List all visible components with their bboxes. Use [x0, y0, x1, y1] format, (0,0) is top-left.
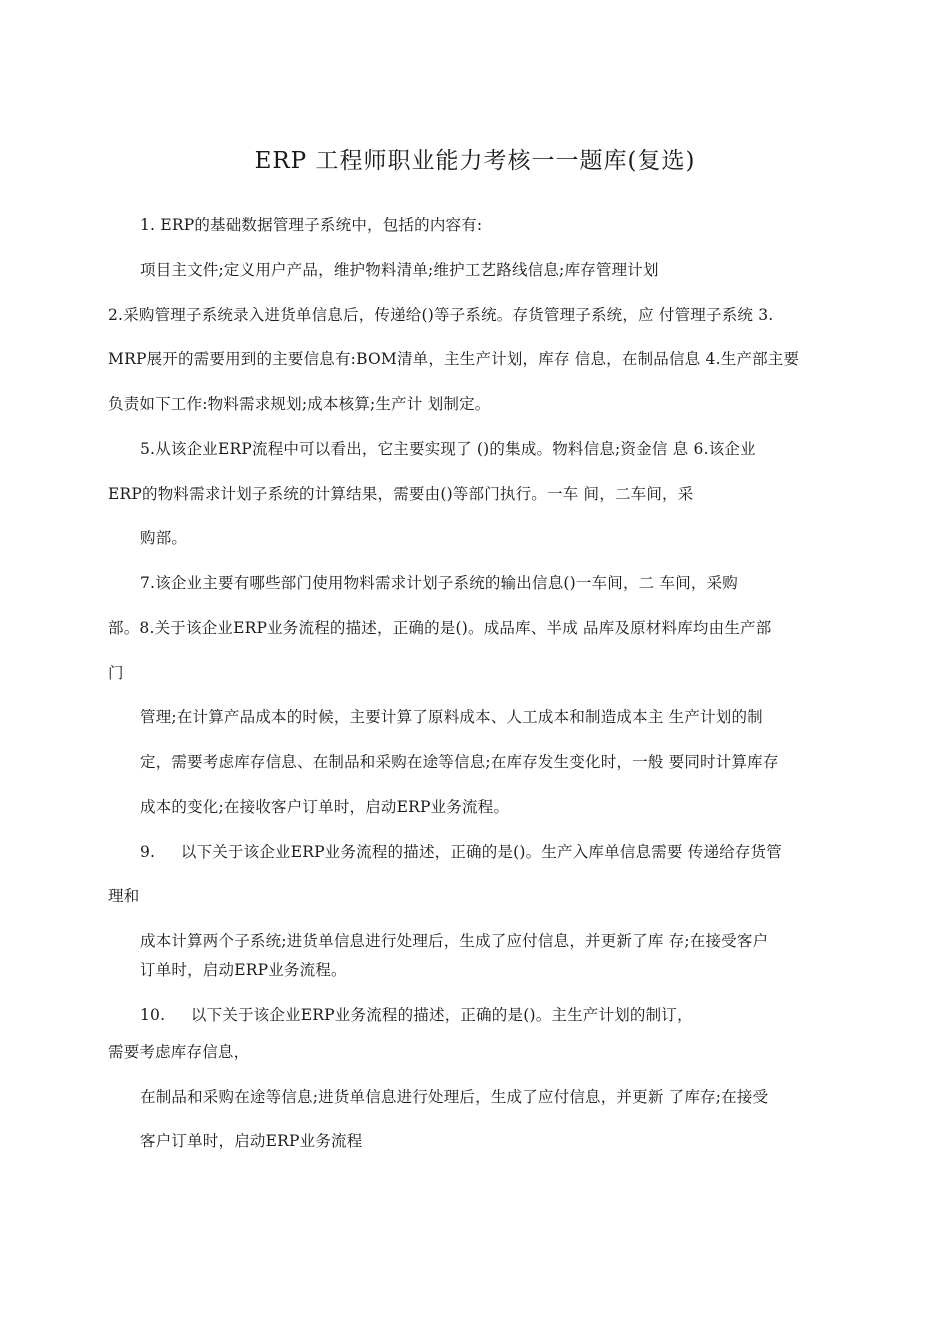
text-line: 1. ERP的基础数据管理子系统中，包括的内容有: — [140, 216, 483, 234]
text-line: 项目主文件;定义用户产品，维护物料清单;维护工艺路线信息;库存管理计划 — [140, 261, 659, 279]
text-line: 10. 以下关于该企业ERP业务流程的描述，正确的是()。主生产计划的制订， — [140, 1006, 693, 1024]
text-line: ERP的物料需求计划子系统的计算结果，需要由()等部门执行。一车 间，二车间，采 — [108, 485, 694, 503]
text-line: 客户订单时，启动ERP业务流程 — [140, 1132, 363, 1150]
text-line: 成本的变化;在接收客户订单时，启动ERP业务流程。 — [140, 798, 510, 816]
text-line: 理和 — [108, 887, 140, 905]
text-line: 门 — [108, 664, 124, 682]
page-title: ERP 工程师职业能力考核一一题库(复选) — [254, 148, 696, 174]
text-line: 部。8.关于该企业ERP业务流程的描述，正确的是()。成品库、半成 品库及原材料库均由生产部 — [108, 619, 772, 637]
text-line: 9. 以下关于该企业ERP业务流程的描述，正确的是()。生产入库单信息需要 传递给存货管 — [140, 843, 782, 861]
text-line: 购部。 — [140, 529, 188, 547]
text-line: 负责如下工作:物料需求规划;成本核算;生产计 划制定。 — [108, 395, 491, 413]
text-line: MRP展开的需要用到的主要信息有:BOM清单，主生产计划，库存 信息，在制品信息 4.生产部主要 — [108, 350, 800, 368]
text-line: 7.该企业主要有哪些部门使用物料需求计划子系统的输出信息()一车间，二 车间，采购 — [140, 574, 739, 592]
text-line: 在制品和采购在途等信息;进货单信息进行处理后，生成了应付信息，并更新 了库存;在接受 — [140, 1088, 769, 1106]
text-line: 成本计算两个子系统;进货单信息进行处理后，生成了应付信息，并更新了库 存;在接受客户 — [140, 932, 769, 950]
text-line: 订单时，启动ERP业务流程。 — [140, 961, 347, 979]
text-line: 定，需要考虑库存信息、在制品和采购在途等信息;在库存发生变化时，一般 要同时计算库存 — [140, 753, 779, 771]
text-line: 5.从该企业ERP流程中可以看出，它主要实现了 ()的集成。物料信息;资金信 息 6.该企业 — [140, 440, 756, 458]
text-line: 2.采购管理子系统录入进货单信息后，传递给()等子系统。存货管理子系统，应 付管理子系统 3. — [108, 306, 774, 324]
text-line: 管理;在计算产品成本的时候，主要计算了原料成本、人工成本和制造成本主 生产计划的制 — [140, 708, 763, 726]
text-line: 需要考虑库存信息， — [108, 1043, 250, 1061]
